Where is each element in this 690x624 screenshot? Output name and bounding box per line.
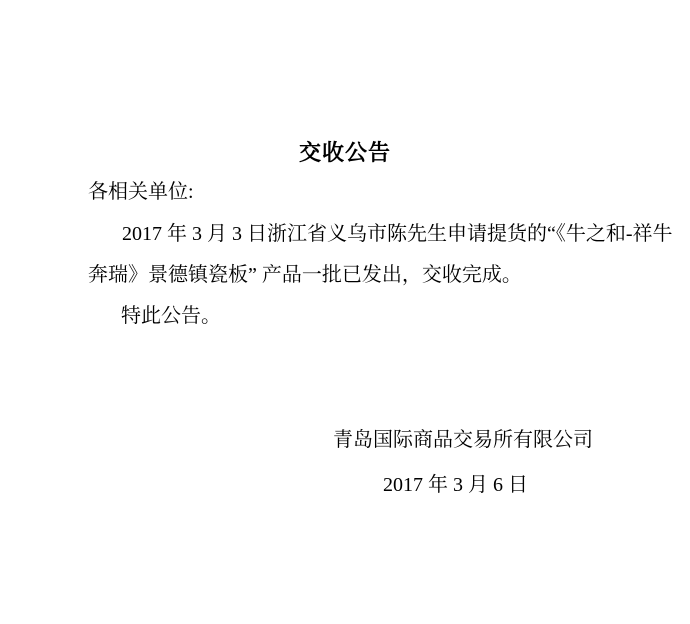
signature-company-line: 青岛国际商品交易所有限公司 — [333, 429, 593, 451]
body-paragraph-line-1: 2017 年 3 月 3 日浙江省义乌市陈先生申请提货的“《牛之和-祥牛 — [122, 223, 673, 245]
signature-date-line: 2017 年 3 月 6 日 — [383, 474, 528, 496]
body-paragraph-line-2: 奔瑞》景德镇瓷板” 产品一批已发出，交收完成。 — [88, 264, 522, 286]
closing-line: 特此公告。 — [121, 305, 221, 327]
document-title: 交收公告 — [298, 140, 391, 165]
salutation-line: 各相关单位: — [88, 181, 194, 203]
